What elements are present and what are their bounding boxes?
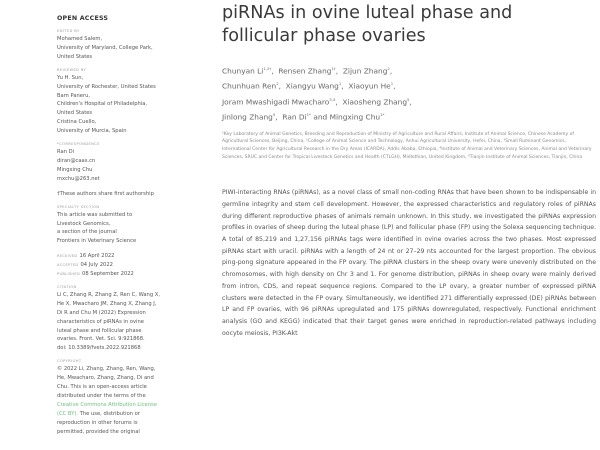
copyright-line: The use, distribution or [78,410,140,417]
reviewed-by-label: REVIEWED BY [57,67,87,72]
date-value: 16 April 2022 [79,253,115,260]
author-link[interactable]: Ran Di [282,112,307,122]
author-link[interactable]: Xiaoyun He [348,81,391,91]
correspondent-name: Ran Di [57,149,75,156]
correspondent-email-link[interactable]: diran@caas.cn [57,157,96,164]
author-affil-sup: 1,2† [263,66,272,71]
author-affil-sup: 2 [387,66,390,71]
author-link[interactable]: Chunyan Li [222,66,264,76]
author-affil-sup: 5 [407,96,410,102]
cc-by-link[interactable]: (CC BY). [57,410,79,417]
abstract-text: PIWI-interacting RNAs (piRNAs), as a novel class of small non-coding RNAs that have been shown to be indispensable in germline integrity and stem cell development. However, the expressed characteristics and regulatory roles of piRNAs during different reproductive phases of animals remain unknown. In this study, we investigated the piRNAs expression profiles in ovaries of sheep during the luteal phase (LP) and follicular phase (FP) using the Solexa sequencing technique. A total of 85,219 and 1,27,156 piRNAs tags were identified in ovine ovaries across the two phases. Most expressed piRNAs start with uracil. piRNAs with a length of 24 nt or 27–29 nts accounted for the largest proportion. The obvious ping-pong signature appeared in the FP ovary. The piRNA clusters in the sheep ovary were unevenly distributed on the chromosomes, with high density on Chr 3 and 1. For genome distribution, piRNAs in sheep ovary were mainly derived from intron, CDS, and repeat sequence regions. Compared to the LP ovary, a greater number of expressed piRNA clusters were detected in the FP ovary. Simultaneously, we identified 271 differentially expressed (DE) piRNAs between LP and FP ovaries, with 96 piRNAs upregulated and 175 piRNAs downregulated, respectively. Functional enrichment analysis (GO and KEGG) indicated that their target genes were enriched in reproduction-related pathways including oocyte meiosis, PI3K-Akt [222,189,596,337]
author-affil-sup: 1 [390,81,394,87]
title-line: follicular phase ovaries [222,26,426,46]
correspondence-body [57,148,197,184]
copyright-line: He, Mwacharo, Zhang, Zhang, Di and [57,375,154,382]
citation-line: luteal phase and follicular phase [57,327,142,334]
authorship-note [57,190,197,199]
cc-license-link[interactable]: Creative Commons Attribution License [57,401,157,408]
author-link[interactable]: Chunhuan Ren [222,81,277,91]
author-link[interactable]: Mingxing Chu [329,112,381,122]
title-line: piRNAs in ovine luteal phase and [222,3,513,23]
correspondent-email-link[interactable]: mxchu@263.net [57,175,100,182]
date-accepted [57,261,197,270]
copyright-line: © 2022 Li, Zhang, Zhang, Ren, Wang, [57,366,156,373]
copyright-body [57,365,197,436]
specialty-label: SPECIALTY SECTION [57,204,100,209]
date-value: 08 September 2022 [82,271,134,278]
specialty-line: a section of the journal [57,229,117,236]
specialty-line: This article was submitted to [57,211,133,218]
editor-name: Mohamed Salem, [57,36,103,42]
reviewer-line: University of Rochester, United States [57,83,156,90]
dates-block [57,252,197,279]
citation-line: characteristics of piRNAs in ovine [57,318,144,325]
editor-country: United States [57,53,93,60]
citation-doi: doi: 10.3389/fvets.2022.921868 [57,345,141,352]
correspondence-label: *CORRESPONDENCE [57,142,100,147]
date-received [57,252,197,261]
citation-body [57,291,197,353]
date-label: RECEIVED [57,254,78,259]
copyright-line: distributed under the terms of the [57,393,146,399]
copyright-line: permitted, provided the original [57,428,140,435]
author-link[interactable]: Xiaosheng Zhang [342,97,408,107]
editor-affiliation: University of Maryland, College Park, [57,44,153,51]
author-affil-sup: 1† [331,66,336,71]
date-published [57,270,197,279]
article-title [222,2,596,48]
author-affil-sup: 2 [276,81,279,87]
author-affil-sup: 5 [272,112,276,118]
citation-line: He X, Mwacharo JM, Zhang X, Zhang J, [57,300,157,307]
specialty-line: Livestock Genomics, [57,220,111,227]
reviewer-line: Cristina Cuello, [57,119,97,126]
edited-by-body [57,35,197,62]
reviewer-line: University of Murcia, Spain [57,128,127,135]
copyright-line: reproduction in other forums is [57,419,138,426]
citation-line: Li C, Zhang R, Zhang Z, Ren C, Wang X, [57,291,160,298]
edited-by-label: EDITED BY [57,29,80,33]
citation-line: ovaries. Front. Vet. Sci. 9:921868. [57,336,145,343]
specialty-body [57,211,197,247]
copyright-label: COPYRIGHT [57,359,82,364]
copyright-line: Chu. This is an open-access article [57,384,147,391]
author-affil-sup: 1* [380,112,385,118]
author-link[interactable]: Jinlong Zhang [222,112,273,122]
author-link[interactable]: Xiangyu Wang [285,81,339,91]
reviewer-line: United States [57,110,93,117]
specialty-line: Frontiers in Veterinary Science [57,238,137,245]
author-affil-sup: 1 [338,81,342,87]
author-link[interactable]: Zijun Zhang [342,66,388,76]
date-label: PUBLISHED [57,272,81,277]
reviewer-line: Yu H. Sun, [57,74,84,81]
reviewed-by-body [57,74,197,136]
author-link[interactable]: Rensen Zhang [278,66,332,76]
date-label: ACCEPTED [57,263,79,268]
date-value: 04 July 2022 [80,262,113,269]
citation-line: Di R and Chu M (2022) Expression [57,309,146,316]
reviewer-line: Children's Hospital of Philadelphia, [57,101,148,108]
author-list: Chunyan $Li^{1,2\dagger}$, Rensen Zhang$^{1\dagger}$, Zijun Zhang$^2$, Chunhuan Ren$^2$, Xiangyu Wang$^1$, Xiaoyun He$^1$, Joram Mwashigadi Mwacharo$^{3,4}$, Xiaosheng Zhang$^5$, Jinlong Zhang$^5$, Ran $Di^{1*}$ and Mingxing Chu$^{1*}$ [222,66,412,122]
author-link[interactable]: Joram Mwashigadi Mwacharo [222,97,330,107]
author-affil-sup: 1* [306,112,311,118]
article-sidebar [57,12,197,443]
article-main [222,0,596,339]
author-affil-sup: 3,4 [329,96,336,102]
reviewer-line: Bam Paneru, [57,92,91,99]
affiliations: ¹Key Laboratory of Animal Genetics, Breeding and Reproduction of Ministry of Agriculture and Rural Affairs, Institute of Animal Science, Chinese Academy of Agricultural Sciences, Beijing, China, ²College of Animal Science and Technology, Anhui Agricultural University, Hefei, China, ³Small Ruminant Genomics, International Center for Agricultural Research in the Dry Areas (ICARDA), Addis Ababa, Ethiopia, ⁴Institute of Animal and Veterinary Sciences, Animal and Veterinary Sciences, SRUC and Center for Tropical Livestock Genetics and Health (CTLGH), Midlothian, United Kingdom, ⁵Tianjin Institute of Animal Sciences, Tianjin, China [222,131,592,160]
authorship-note-text: †These authors share first authorship [57,190,154,197]
correspondent-name: Mingxing Chu [57,166,93,173]
citation-label: CITATION [57,284,77,289]
open-access-label: OPEN ACCESS [57,15,109,22]
